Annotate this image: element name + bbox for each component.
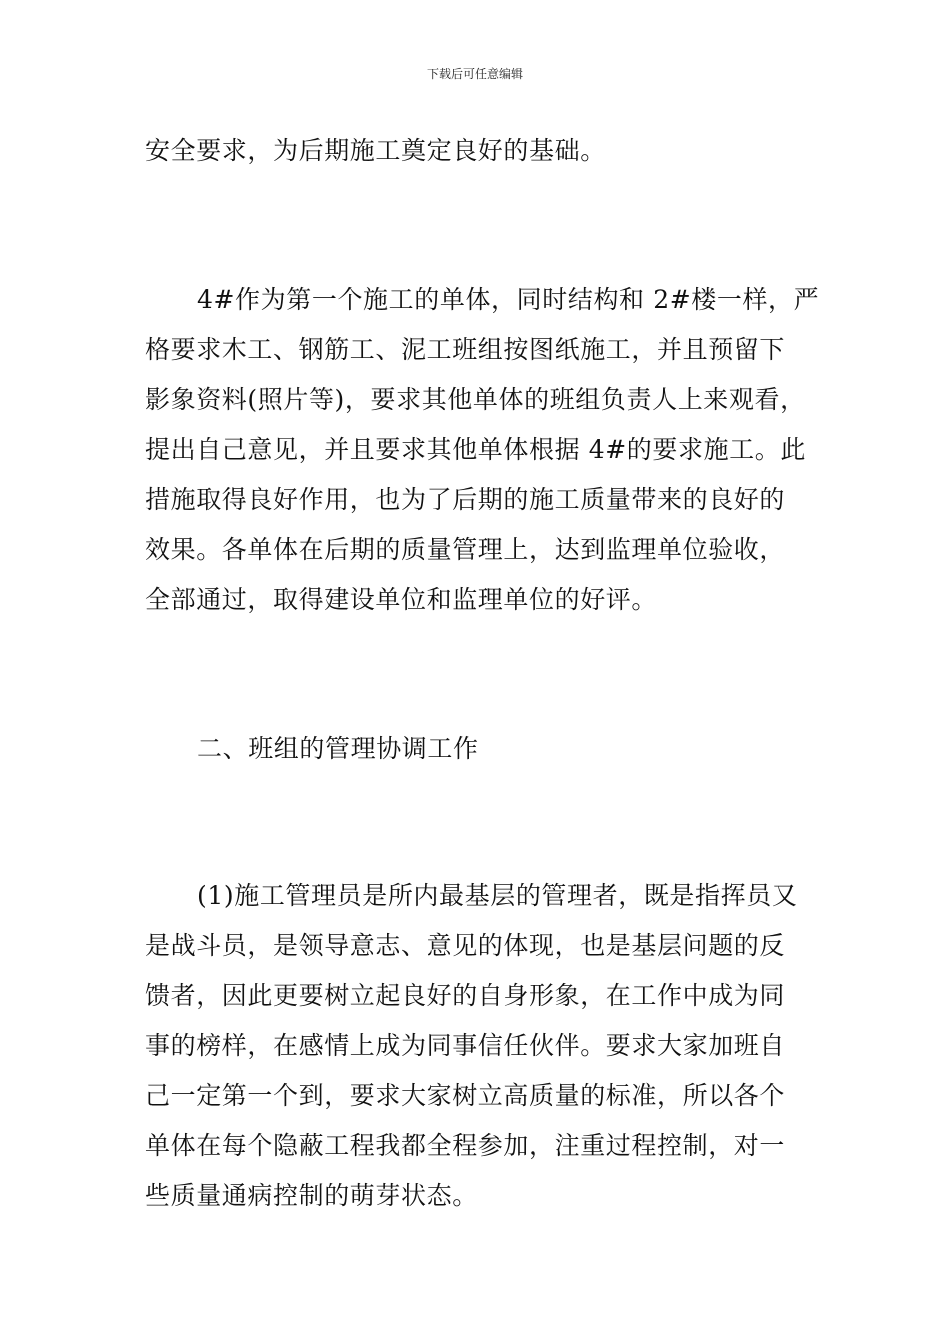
paragraph-line: 是战斗员，是领导意志、意见的体现，也是基层问题的反 [145,931,786,960]
paragraph-line: 单体在每个隐蔽工程我都全程参加，注重过程控制，对一 [145,1131,786,1160]
paragraph-line: (1)施工管理员是所内最基层的管理者，既是指挥员又 [197,881,798,910]
paragraph-line: 馈者，因此更要树立起良好的自身形象，在工作中成为同 [145,981,786,1010]
paragraph-line: 4#作为第一个施工的单体，同时结构和 2#楼一样，严 [197,285,820,314]
paragraph-line: 提出自己意见，并且要求其他单体根据 4#的要求施工。此 [145,435,807,464]
paragraph-line: 己一定第一个到，要求大家树立高质量的标准，所以各个 [145,1081,786,1110]
page-header: 下载后可任意编辑 [426,67,523,81]
paragraph-line: 措施取得良好作用，也为了后期的施工质量带来的良好的 [145,485,786,514]
paragraph-line: 格要求木工、钢筋工、泥工班组按图纸施工，并且预留下 [145,335,786,364]
paragraph-line: 些质量通病控制的萌芽状态。 [145,1181,478,1210]
paragraph-line: 安全要求，为后期施工奠定良好的基础。 [145,136,606,165]
section-heading: 二、班组的管理协调工作 [197,734,479,763]
paragraph-line: 全部通过，取得建设单位和监理单位的好评。 [145,585,658,614]
paragraph-line: 效果。各单体在后期的质量管理上，达到监理单位验收， [145,535,786,564]
paragraph-line: 事的榜样，在感情上成为同事信任伙伴。要求大家加班自 [145,1031,786,1060]
paragraph-line: 影象资料(照片等)，要求其他单体的班组负责人上来观看， [145,385,806,414]
